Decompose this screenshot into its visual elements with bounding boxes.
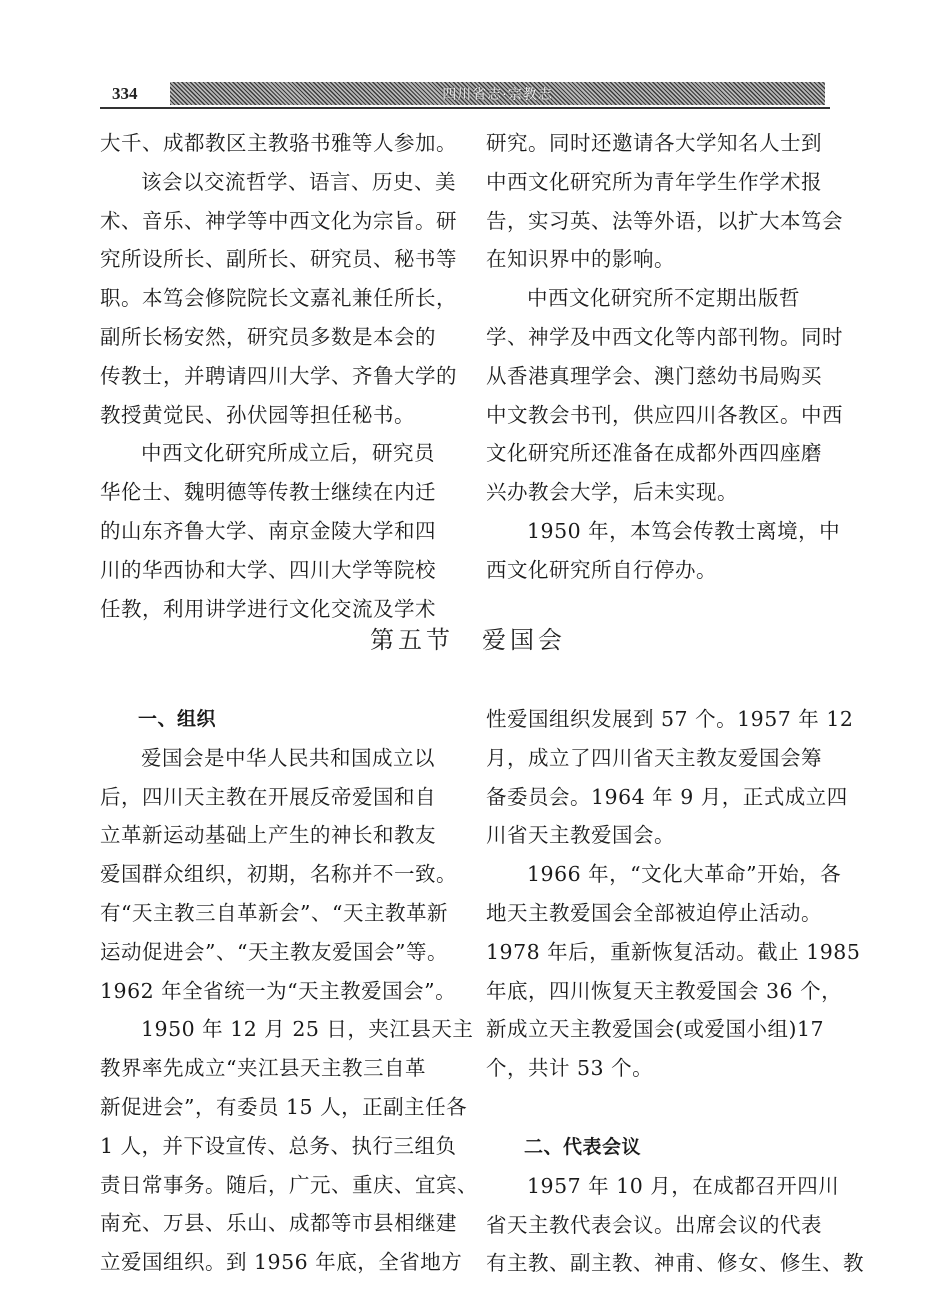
text-line: 性爱国组织发展到 57 个。1957 年 12 [486, 707, 854, 731]
text-line: 1950 年 12 月 25 日，夹江县天主 [141, 1017, 474, 1042]
section-title-text: 爱国会 [482, 626, 566, 654]
paragraph [486, 1167, 864, 1283]
running-title: 四川省志·宗教志 [442, 86, 553, 103]
text-line: 年底，四川恢复天主教爱国会 36 个， [486, 978, 843, 1003]
text-line: 省天主教代表会议。出席会议的代表 [486, 1212, 822, 1237]
page-number: 334 [112, 84, 138, 103]
text-line: 川省天主教爱国会。 [486, 823, 675, 848]
text-line: 立革新运动基础上产生的神长和教友 [100, 823, 436, 848]
text-line: 文化研究所还准备在成都外西四座磨 [486, 441, 822, 466]
text-line: 责日常事务。随后，广元、重庆、宜宾、 [100, 1172, 478, 1197]
text-line: 兴办教会大学，后未实现。 [486, 480, 738, 505]
paragraph [100, 434, 452, 628]
text-line: 爱国会是中华人民共和国成立以 [141, 745, 435, 770]
text-line: 中西文化研究所成立后，研究员 [141, 441, 435, 466]
text-line: 立爱国组织。到 1956 年底，全省地方 [100, 1250, 463, 1275]
text-line: 西文化研究所自行停办。 [486, 557, 717, 582]
text-line: 有主教、副主教、神甫、修女、修生、教 [486, 1251, 864, 1276]
paragraph [486, 700, 854, 855]
text-line: 有“天主教三自革新会”、“天主教革新 [100, 900, 448, 925]
subheading-congress: 二、代表会议 [524, 1135, 642, 1158]
text-line: 川的华西协和大学、四川大学等院校 [100, 557, 436, 582]
paragraph [486, 279, 843, 512]
text-line: 的山东齐鲁大学、南京金陵大学和四 [100, 518, 436, 543]
subheading-organization: 一、组织 [138, 708, 217, 730]
paragraph [100, 163, 457, 435]
text-line: 中西文化研究所不定期出版哲 [527, 286, 800, 311]
text-line: 研究。同时还邀请各大学知名人士到 [486, 131, 822, 155]
text-line: 月，成立了四川省天主教友爱国会筹 [486, 745, 822, 770]
text-line: 运动促进会”、“天主教友爱国会”等。 [100, 939, 448, 964]
text-line: 1966 年，“文化大革命”开始，各 [527, 862, 842, 887]
section-heading [0, 620, 936, 655]
top-right-column [486, 124, 843, 590]
text-line: 告，实习英、法等外语，以扩大本笃会 [486, 208, 843, 233]
text-line: 南充、万县、乐山、成都等市县相继建 [100, 1211, 457, 1236]
text-line: 1 人，并下设宣传、总务、执行三组负 [100, 1133, 457, 1158]
text-line: 该会以交流哲学、语言、历史、美 [141, 169, 456, 194]
top-left-column [100, 124, 457, 628]
text-line: 1950 年，本笃会传教士离境，中 [527, 518, 841, 543]
bottom-right-column [486, 700, 864, 1283]
text-line: 术、音乐、神学等中西文化为宗旨。研 [100, 208, 457, 233]
text-line: 从香港真理学会、澳门慈幼书局购买 [486, 363, 822, 388]
text-line: 教界率先成立“夹江县天主教三自革 [100, 1056, 426, 1081]
running-header-bar [170, 82, 825, 105]
text-line: 地天主教爱国会全部被迫停止活动。 [486, 900, 822, 925]
section-number: 第五节 [370, 626, 454, 654]
text-line: 1962 年全省统一为“天主教爱国会”。 [100, 978, 457, 1003]
text-line: 学、神学及中西文化等内部刊物。同时 [486, 324, 843, 349]
paragraph [486, 855, 861, 1088]
bottom-right-paragraphs [486, 700, 861, 1088]
text-line: 新成立天主教爱国会(或爱国小组)17 [486, 1017, 825, 1042]
text-line: 大千、成都教区主教骆书雅等人参加。 [100, 131, 457, 155]
paragraph [100, 124, 457, 163]
text-line: 传教士，并聘请四川大学、齐鲁大学的 [100, 363, 457, 388]
text-line: 副所长杨安然，研究员多数是本会的 [100, 324, 436, 349]
text-line: 新促进会”，有委员 15 人，正副主任各 [100, 1094, 468, 1119]
text-line: 职。本笃会修院院长文嘉礼兼任所长， [100, 286, 457, 311]
header-rule [100, 107, 830, 109]
text-line: 备委员会。1964 年 9 月，正式成立四 [486, 784, 848, 809]
text-line: 后，四川天主教在开展反帝爱国和自 [100, 784, 436, 809]
text-line: 1978 年后，重新恢复活动。截止 1985 [486, 939, 861, 964]
text-line: 华伦士、魏明德等传教士继续在内迁 [100, 480, 436, 505]
text-line: 任教，利用讲学进行文化交流及学术 [100, 596, 436, 621]
paragraph [100, 1010, 478, 1282]
text-line: 中文教会书刊，供应四川各教区。中西 [486, 402, 843, 427]
bottom-left-paragraphs [100, 739, 478, 1282]
text-line: 中西文化研究所为青年学生作学术报 [486, 169, 822, 194]
bottom-left-column [100, 700, 478, 1282]
paragraph [100, 739, 457, 1011]
text-line: 1957 年 10 月，在成都召开四川 [527, 1173, 840, 1198]
text-line: 究所设所长、副所长、研究员、秘书等 [100, 247, 457, 272]
bottom-right-paragraphs-after [486, 1167, 864, 1283]
text-line: 个，共计 53 个。 [486, 1056, 654, 1081]
text-line: 爱国群众组织，初期，名称并不一致。 [100, 862, 457, 887]
spacer [486, 1088, 838, 1128]
paragraph [486, 512, 841, 590]
paragraph [486, 124, 843, 279]
text-line: 在知识界中的影响。 [486, 247, 675, 272]
text-line: 教授黄觉民、孙伏园等担任秘书。 [100, 402, 415, 427]
